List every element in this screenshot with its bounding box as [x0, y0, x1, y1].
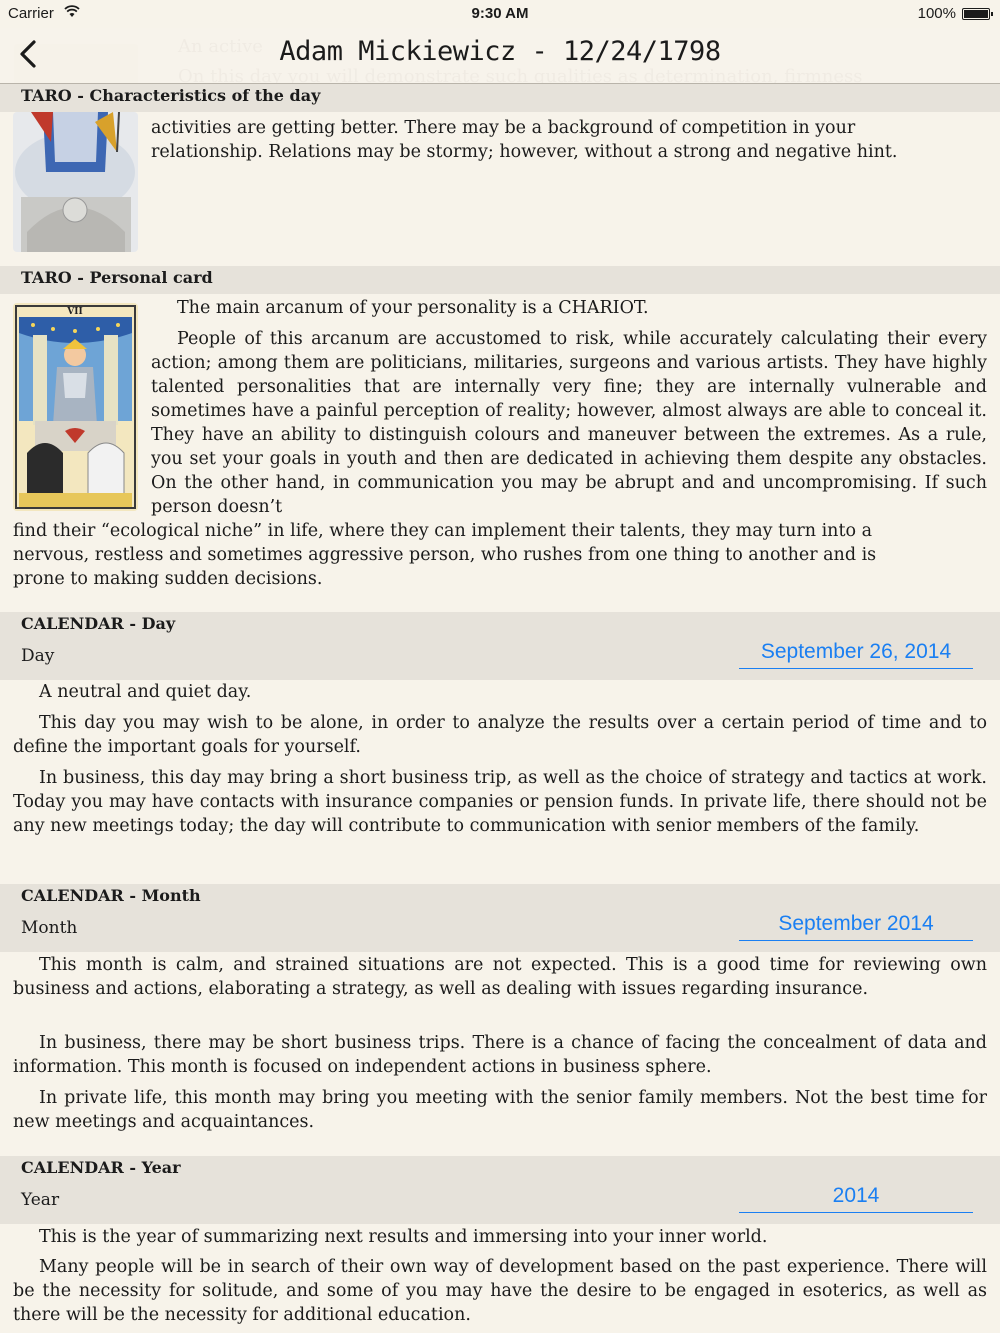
- calendar-year-p2: Many people will be in search of their own way of development based on the past experience. There will be the necessity for solitude, and some of you may have the desire to be engaged in esoterics, as well as there will be the necessity for additional education.: [13, 1257, 987, 1325]
- battery-icon: [962, 8, 990, 20]
- section-title: TARO - Characteristics of the day: [21, 86, 321, 105]
- chariot-card-image: [13, 303, 138, 511]
- taro-personal-intro: The main arcanum of your personality is a CHARIOT.: [177, 298, 649, 318]
- section-header-taro-personal: [0, 266, 1000, 294]
- calendar-month-p1: This month is calm, and strained situations are not expected. This is a good time for reviewing own business and actions, elaborating a strategy, as well as dealing with issues regarding insurance.: [13, 955, 987, 999]
- calendar-day-p2: This day you may wish to be alone, in order to analyze the results over a certain period of time and to define the important goals for yourself.: [13, 713, 987, 757]
- taro-personal-body-cont1: find their “ecological niche” in life, where they can implement their talents, they may turn into a: [13, 521, 873, 541]
- month-picker[interactable]: September 2014: [739, 912, 973, 941]
- taro-day-text-line1: activities are getting better. There may be a background of competition in your: [151, 118, 856, 138]
- card-numeral: VII: [67, 307, 83, 317]
- taro-personal-body: People of this arcanum are accustomed to risk, while accurately calculating their every action; among them are politicians, militaries, surgeons and various artists. They have highly talented personalities that are internally very fine; they are internally vulnerable and sometimes have a painful perception of reality; however, almost always are able to conceal it. They have an ability to distinguish colours and maneuver between the extremes. As a rule, you set your goals in youth and then are dedicated in achieving them despite any obstacles. On the other hand, in communication you may be abrupt and and uncompromising. If such person doesn’t: [151, 329, 987, 517]
- page-title: Adam Mickiewicz - 12/24/1798: [279, 36, 721, 67]
- taro-day-text-line2: relationship. Relations may be stormy; however, without a strong and negative hint.: [151, 142, 898, 162]
- calendar-day-p1: A neutral and quiet day.: [39, 682, 252, 702]
- year-picker[interactable]: 2014: [739, 1184, 973, 1213]
- section-title: TARO - Personal card: [21, 268, 213, 287]
- calendar-month-p2: In business, there may be short business trips. There is a chance of facing the concealment of data and information. This month is focused on independent actions in business sphere.: [13, 1033, 987, 1077]
- section-title: CALENDAR - Day: [21, 614, 176, 633]
- section-header-calendar-year: [0, 1156, 1000, 1224]
- calendar-month-p3: In private life, this month may bring you meeting with the senior family members. Not the best time for new meetings and acquaintances.: [13, 1088, 987, 1132]
- taro-day-card-image: [13, 112, 138, 252]
- section-header-calendar-day: [0, 612, 1000, 680]
- calendar-year-p1: This is the year of summarizing next results and immersing into your inner world.: [39, 1227, 768, 1247]
- section-subtitle: Month: [21, 918, 78, 938]
- day-picker[interactable]: September 26, 2014: [739, 640, 973, 669]
- navigation-bar: [0, 28, 1000, 84]
- section-header-calendar-month: [0, 884, 1000, 952]
- section-header-taro-day: [0, 84, 1000, 112]
- clock: 9:30 AM: [471, 5, 529, 22]
- battery-percent: 100%: [917, 5, 956, 22]
- carrier-label: Carrier: [8, 5, 54, 22]
- calendar-day-p3: In business, this day may bring a short business trip, as well as the choice of strategy and tactics at work. Today you may have contacts with insurance companies or pension funds. In private life, there should not be any new meetings today; the day will contribute to communication with senior members of the family.: [13, 768, 987, 836]
- section-title: CALENDAR - Year: [21, 1158, 181, 1177]
- section-subtitle: Day: [21, 646, 55, 666]
- taro-personal-body-cont3: prone to making sudden decisions.: [13, 569, 323, 589]
- section-subtitle: Year: [21, 1190, 60, 1210]
- status-bar: [0, 0, 1000, 28]
- section-title: CALENDAR - Month: [21, 886, 201, 905]
- taro-personal-body-cont2: nervous, restless and sometimes aggressive person, who rushes from one thing to another and is: [13, 545, 877, 565]
